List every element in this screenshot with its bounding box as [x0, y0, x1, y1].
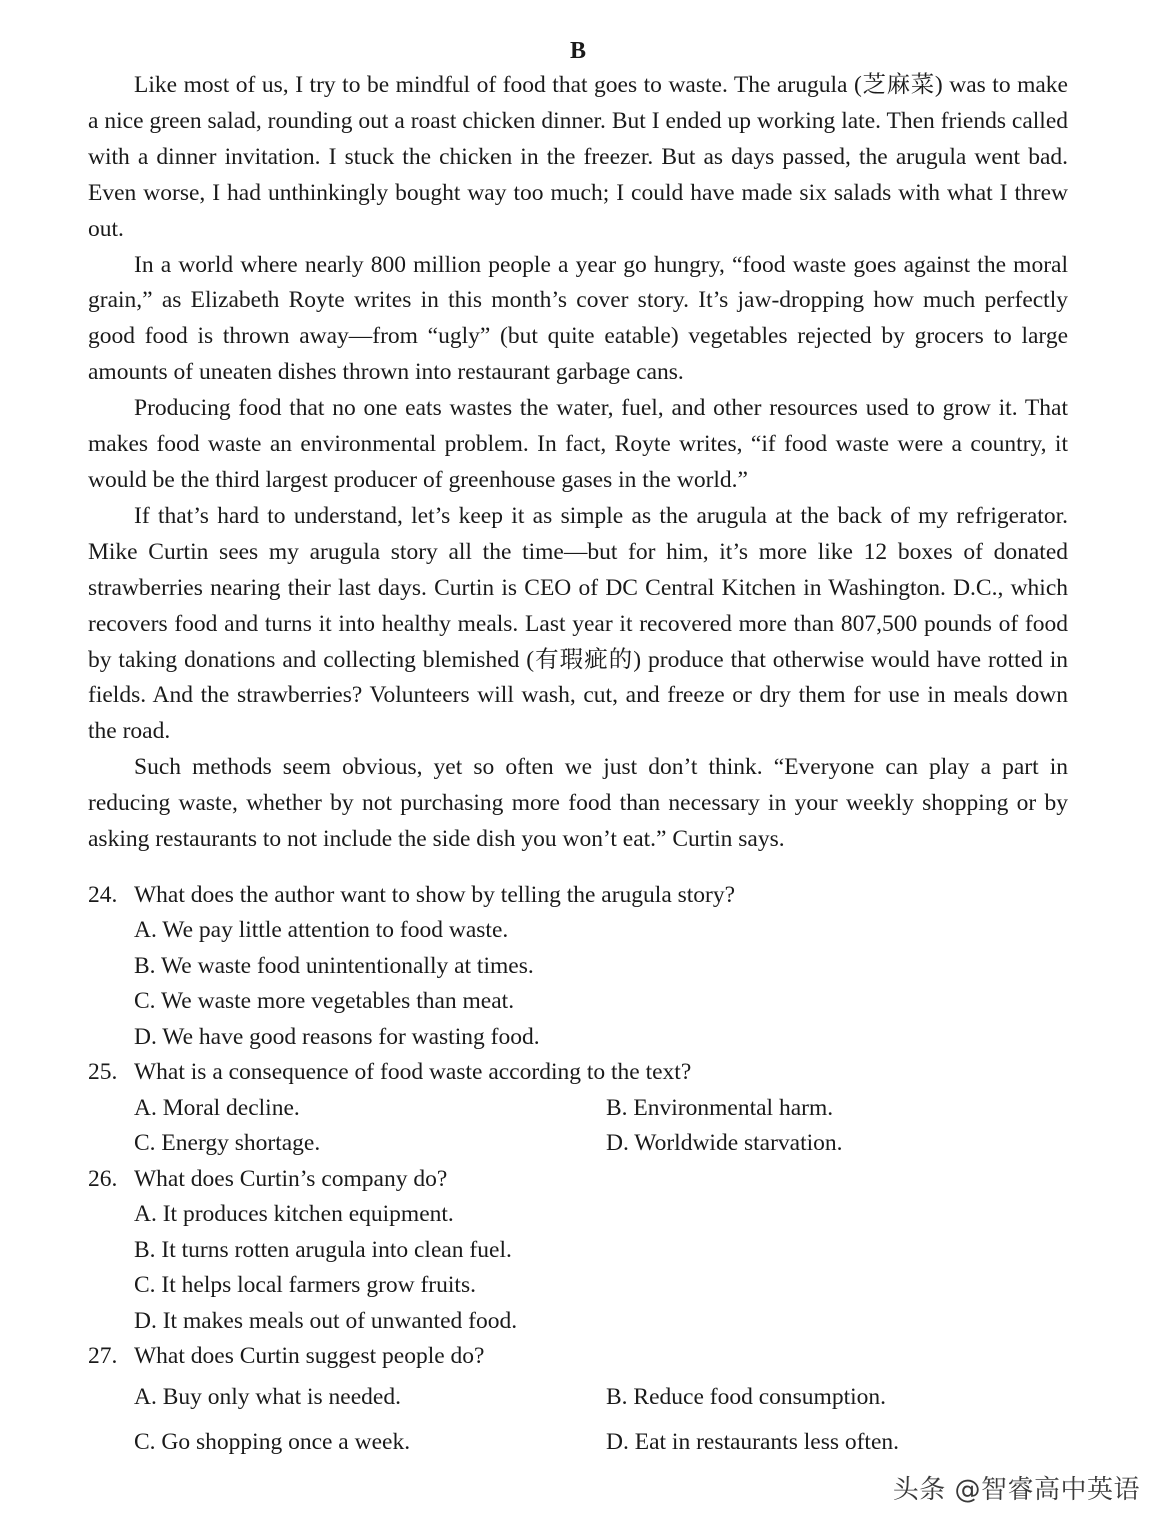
- section-heading: B: [569, 38, 586, 64]
- option-b[interactable]: B. We waste food unintentionally at times.: [134, 952, 534, 979]
- question-number: 25.: [88, 1059, 118, 1086]
- answer-options: [88, 1197, 1068, 1339]
- option-a[interactable]: A. Moral decline.: [134, 1094, 300, 1121]
- question-stem: [88, 1339, 1068, 1375]
- option-b[interactable]: B. Reduce food consumption.: [606, 1383, 887, 1410]
- option-a[interactable]: A. We pay little attention to food waste.: [134, 917, 509, 944]
- question-text: What does Curtin’s company do?: [134, 1165, 448, 1192]
- answer-options: [88, 913, 1068, 1055]
- passage-paragraph: Producing food that no one eats wastes the water, fuel, and other resources used to grow it. That makes food waste an environmental problem. In fact, Royte writes, “if food waste were a country, it would be the third largest producer of greenhouse gases in the world.”: [88, 395, 1068, 493]
- option-d[interactable]: D. Eat in restaurants less often.: [606, 1428, 900, 1455]
- question-number: 27.: [88, 1343, 118, 1370]
- passage-paragraph: If that’s hard to understand, let’s keep it as simple as the arugula at the back of my refrigerator. Mike Curtin sees my arugula story all the time—but for him, it’s more like 12 boxes of donated strawberries nearing their last days. Curtin is CEO of DC Central Kitchen in Washington. D.C., which recovers food and turns it into healthy meals. Last year it recovered more than 807,500 pounds of food by taking donations and collecting blemished (有瑕疵的) produce that otherwise would have rotted in fields. And the strawberries? Volunteers will wash, cut, and freeze or dry them for use in meals down the road.: [88, 502, 1068, 745]
- reading-passage: [88, 68, 1068, 858]
- option-b[interactable]: B. It turns rotten arugula into clean fuel.: [134, 1236, 512, 1263]
- option-d[interactable]: D. Worldwide starvation.: [606, 1130, 843, 1157]
- option-c[interactable]: C. It helps local farmers grow fruits.: [134, 1272, 476, 1299]
- watermark-text: 头条 @智睿高中英语: [892, 1475, 1140, 1505]
- option-c[interactable]: C. Go shopping once a week.: [134, 1428, 411, 1455]
- question-text: What does Curtin suggest people do?: [134, 1343, 485, 1370]
- option-b[interactable]: B. Environmental harm.: [606, 1094, 834, 1121]
- question-27: [88, 1339, 1068, 1465]
- exam-page: [88, 36, 1068, 1465]
- question-number: 26.: [88, 1165, 118, 1192]
- option-c[interactable]: C. We waste more vegetables than meat.: [134, 988, 515, 1015]
- passage-paragraph: Such methods seem obvious, yet so often we just don’t think. “Everyone can play a part in reducing waste, whether by not purchasing more food than necessary in your weekly shopping or by asking restaurants to not include the side dish you won’t eat.” Curtin says.: [88, 754, 1068, 853]
- question-text: What is a consequence of food waste according to the text?: [134, 1059, 692, 1086]
- question-24: [88, 878, 1068, 1056]
- option-a[interactable]: A. It produces kitchen equipment.: [134, 1201, 454, 1228]
- question-26: [88, 1162, 1068, 1340]
- option-a[interactable]: A. Buy only what is needed.: [134, 1383, 401, 1410]
- question-text: What does the author want to show by telling the arugula story?: [134, 881, 736, 908]
- option-d[interactable]: D. We have good reasons for wasting food.: [134, 1023, 540, 1050]
- passage-paragraph: Like most of us, I try to be mindful of food that goes to waste. The arugula (芝麻菜) was to make a nice green salad, rounding out a roast chicken dinner. But I ended up working late. Then friends called with a dinner invitation. I stuck the chicken in the freezer. But as days passed, the arugula went bad. Even worse, I had unthinkingly bought way too much; I could have made six salads with what I threw out.: [88, 72, 1068, 242]
- question-stem: [88, 1055, 1068, 1091]
- passage-paragraph: In a world where nearly 800 million people a year go hungry, “food waste goes against the moral grain,” as Elizabeth Royte writes in this month’s cover story. It’s jaw-dropping how much perfectly good food is thrown away—from “ugly” (but quite eatable) vegetables rejected by grocers to large amounts of uneaten dishes thrown into restaurant garbage cans.: [88, 251, 1068, 386]
- answer-options: [88, 1375, 1068, 1465]
- answer-options: [88, 1091, 1068, 1162]
- question-number: 24.: [88, 881, 118, 908]
- question-stem: [88, 1162, 1068, 1198]
- question-25: [88, 1055, 1068, 1162]
- question-list: [88, 878, 1068, 1465]
- question-stem: [88, 878, 1068, 914]
- option-d[interactable]: D. It makes meals out of unwanted food.: [134, 1307, 518, 1334]
- option-c[interactable]: C. Energy shortage.: [134, 1130, 321, 1157]
